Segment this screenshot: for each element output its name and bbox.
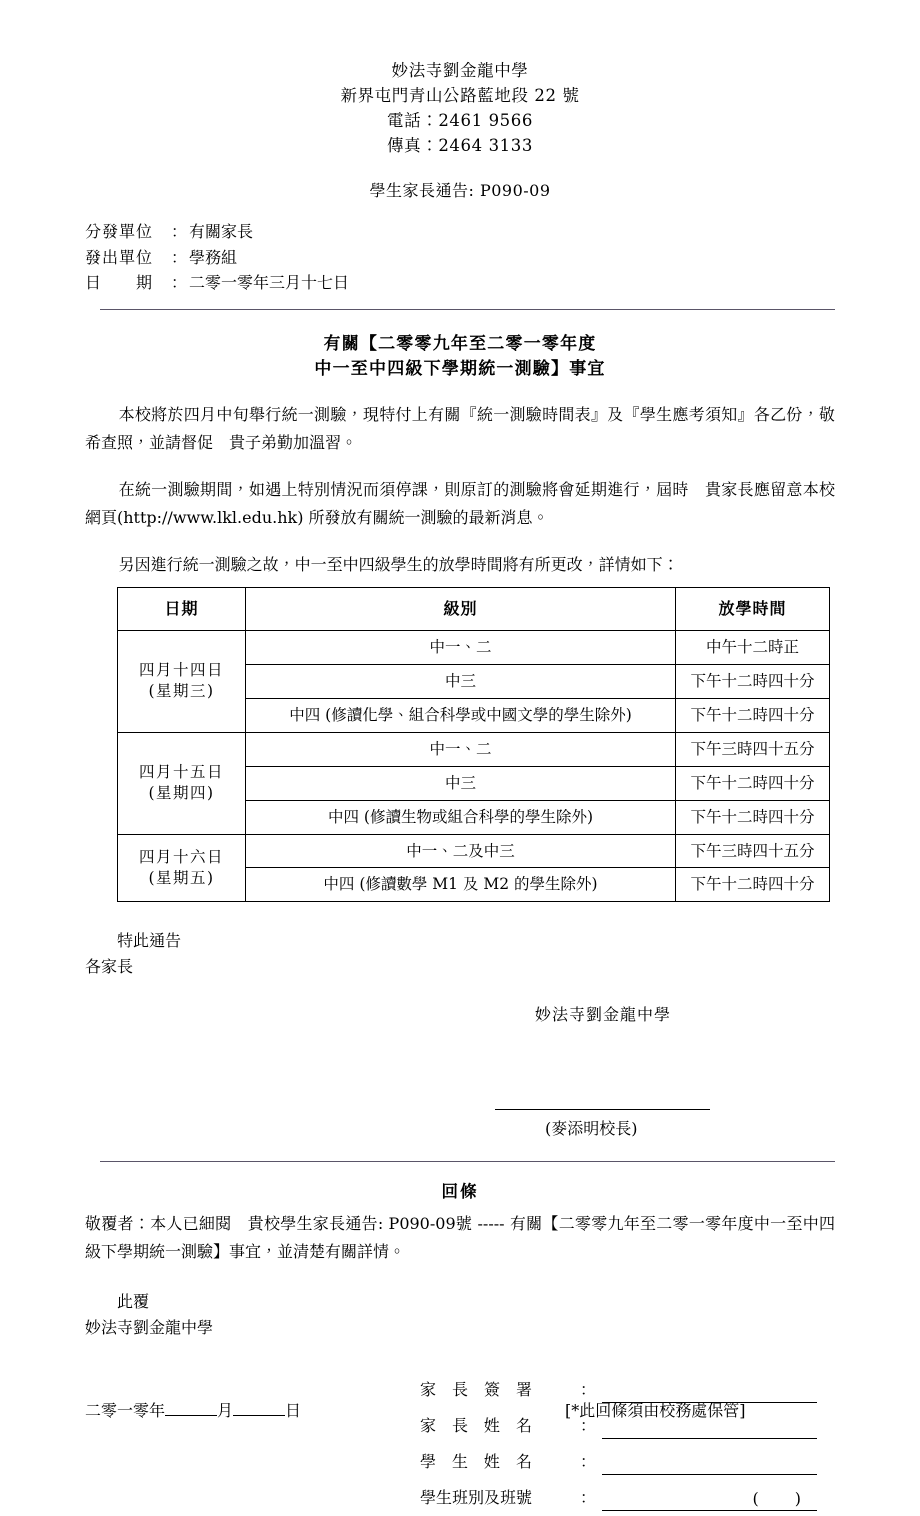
student-class-input[interactable] xyxy=(602,1484,817,1511)
cell-time: 下午十二時四十分 xyxy=(676,766,830,800)
meta-value-distribution: 有關家長 xyxy=(189,222,254,242)
paragraph-2: 在統一測驗期間，如遇上特別情況而須停課，則原訂的測驗將會延期進行，屆時 貴家長應留意本校網頁(http://www.lkl.edu.hk) 所發放有關統一測驗的最新消息。 xyxy=(85,480,835,527)
meta-colon-distribution: ： xyxy=(171,222,188,242)
cell-date-group-3: 四月十六日 (星期五) xyxy=(118,834,246,902)
letterhead xyxy=(0,58,920,158)
meta-label-distribution: 分發單位 xyxy=(85,222,154,242)
footer-date-line xyxy=(85,1398,565,1421)
page-title-line2: 中一至中四級下學期統一測驗】事宜 xyxy=(314,358,606,379)
field-label-parent-name: 家 長 姓 名 xyxy=(420,1416,533,1435)
field-row-student-name xyxy=(420,1439,920,1475)
cell-level: 中四 (修讀生物或組合科學的學生除外) xyxy=(246,800,676,834)
meta-value-date: 二零一零年三月十七日 xyxy=(189,272,350,292)
schedule-table xyxy=(117,587,830,902)
cell-time: 下午十二時四十分 xyxy=(676,800,830,834)
signature-line-box xyxy=(0,1109,920,1110)
student-number-paren: ( ) xyxy=(752,1489,811,1508)
table-header-date: 日期 xyxy=(118,587,246,630)
footer-year: 二零一零年 xyxy=(85,1401,166,1420)
field-label-student-class: 學生班別及班號 xyxy=(420,1488,533,1507)
principal-signature-line xyxy=(495,1109,710,1110)
table-header-time: 放學時間 xyxy=(676,587,830,630)
table-header-row xyxy=(118,587,830,630)
school-address: 新界屯門青山公路藍地段 22 號 xyxy=(340,86,580,106)
meta-value-issuer: 學務組 xyxy=(189,247,238,267)
cell-time: 下午十二時四十分 xyxy=(676,664,830,698)
reply-slip-closing xyxy=(85,1289,920,1341)
paragraph-3: 另因進行統一測驗之故，中一至中四級學生的放學時間將有所更改，詳情如下： xyxy=(118,555,679,575)
closing-notice-line: 特此通告 xyxy=(117,931,182,951)
cell-level: 中三 xyxy=(246,664,676,698)
cell-time: 下午三時四十五分 xyxy=(676,732,830,766)
cell-level: 中四 (修讀化學、組合科學或中國文學的學生除外) xyxy=(246,698,676,732)
meta-row-issuer xyxy=(85,245,920,270)
meta-row-date xyxy=(85,270,920,295)
footer-note: [*此回條須由校務處保管] xyxy=(565,1401,746,1420)
cell-time: 下午十二時四十分 xyxy=(676,868,830,902)
closing-school-name: 妙法寺劉金龍中學 xyxy=(535,1005,672,1025)
closing-block xyxy=(85,928,920,980)
meta-colon-date: ： xyxy=(171,272,188,292)
cell-level: 中一、二及中三 xyxy=(246,834,676,868)
divider-reply-slip xyxy=(100,1161,835,1162)
table-header-level: 級別 xyxy=(246,587,676,630)
notice-number: 學生家長通告: P090-09 xyxy=(369,181,551,201)
table-row xyxy=(118,732,830,766)
cell-time: 下午十二時四十分 xyxy=(676,698,830,732)
meta-label-issuer: 發出單位 xyxy=(85,247,154,267)
student-name-input[interactable] xyxy=(602,1448,817,1475)
meta-block xyxy=(0,219,920,295)
meta-label-date: 日 期 xyxy=(85,272,154,292)
field-row-student-class xyxy=(420,1475,920,1511)
schedule-table-wrap xyxy=(117,587,829,902)
cell-level: 中四 (修讀數學 M1 及 M2 的學生除外) xyxy=(246,868,676,902)
table-row xyxy=(118,834,830,868)
field-colon-student-name: ： xyxy=(580,1452,597,1471)
page-title-line1: 有關【二零零九年至二零一零年度 xyxy=(323,334,597,355)
school-fax: 傳真：2464 3133 xyxy=(387,136,533,156)
cell-level: 中三 xyxy=(246,766,676,800)
cell-time: 中午十二時正 xyxy=(676,630,830,664)
cell-level: 中一、二 xyxy=(246,630,676,664)
reply-slip-closing-line: 此覆 xyxy=(117,1292,150,1312)
footer-day-label: 日 xyxy=(285,1401,302,1420)
school-name: 妙法寺劉金龍中學 xyxy=(391,61,529,80)
page-title xyxy=(0,332,920,381)
divider-slip-wrap xyxy=(0,1161,920,1162)
footer xyxy=(85,1398,835,1421)
field-colon-parent-signature: ： xyxy=(580,1380,597,1399)
reply-slip-title: 回條 xyxy=(441,1182,479,1202)
footer-day-blank[interactable] xyxy=(233,1415,285,1416)
cell-level: 中一、二 xyxy=(246,732,676,766)
reply-slip-addressee: 妙法寺劉金龍中學 xyxy=(85,1318,214,1338)
school-phone: 電話：2461 9566 xyxy=(387,111,533,131)
divider-top xyxy=(100,309,835,310)
footer-month-label: 月 xyxy=(217,1401,234,1420)
field-label-parent-signature: 家 長 簽 署 xyxy=(420,1380,533,1399)
reply-slip-body: 敬覆者：本人已細閱 貴校學生家長通告: P090-09號 ----- 有關【二零零九年至二零一零年度中一至中四級下學期統一測驗】事宜，並清楚有關詳情。 xyxy=(85,1214,835,1261)
cell-time: 下午三時四十五分 xyxy=(676,834,830,868)
cell-date-group-1: 四月十四日 (星期三) xyxy=(118,630,246,732)
field-label-student-name: 學 生 姓 名 xyxy=(420,1452,533,1471)
footer-month-blank[interactable] xyxy=(165,1415,217,1416)
reply-slip-form xyxy=(0,1367,920,1511)
paragraph-1: 本校將於四月中旬舉行統一測驗，現特付上有關『統一測驗時間表』及『學生應考須知』各乙份，敬希查照，並請督促 貴子弟勤加溫習。 xyxy=(85,405,835,452)
field-colon-parent-name: ： xyxy=(580,1416,597,1435)
closing-addressee: 各家長 xyxy=(85,957,134,977)
cell-date-group-2: 四月十五日 (星期四) xyxy=(118,732,246,834)
table-row xyxy=(118,630,830,664)
field-colon-student-class: ： xyxy=(580,1488,597,1507)
meta-colon-issuer: ： xyxy=(171,247,188,267)
meta-row-distribution xyxy=(85,219,920,244)
principal-name: (麥添明校長) xyxy=(545,1119,638,1139)
